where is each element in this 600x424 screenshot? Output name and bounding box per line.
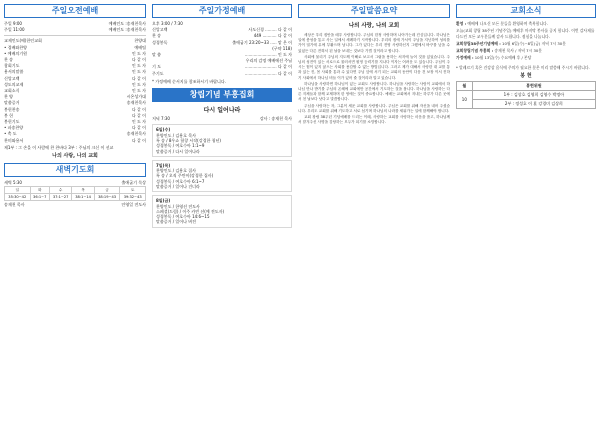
home-value: 출애굽기 23:20~33 ..... 맡 은 이	[232, 39, 292, 45]
home-service-header: 주일가정예배	[152, 4, 292, 18]
order-value: 다 같 이	[131, 57, 146, 63]
order-label: • 파송찬양	[4, 125, 24, 131]
order-value: 다 같 이	[131, 112, 146, 118]
home-value: ......................... 다 같 이	[244, 64, 292, 70]
dawn-day: 목	[72, 187, 94, 194]
table-cell: 1부 : 김상호 김영희 김영수 박정아	[472, 91, 595, 100]
revival-day-label: 8일(금)	[156, 198, 171, 204]
dawn-time: 새벽 5:30	[4, 180, 22, 186]
news-key: 교회창립38주년기념예배 :	[456, 40, 501, 46]
home-value: 우리의 감정 예배에선 주님	[245, 58, 292, 64]
news-list	[456, 21, 596, 61]
dawn-day: 금	[94, 187, 120, 194]
order-label: 신앙고백	[4, 75, 20, 81]
home-label: 오후 3:00 / 7:30	[152, 21, 183, 26]
order-label: 찬 양	[4, 94, 13, 100]
news-item	[456, 48, 596, 53]
home-label: 성경봉독	[152, 39, 168, 45]
revival-time: 저녁 7:30	[152, 116, 170, 122]
order-value: 송재천목사	[126, 131, 146, 137]
news-key: 가정예배 :	[456, 55, 474, 61]
order-label: • 예배의기원	[4, 50, 27, 56]
order-label: 참회기도	[4, 63, 20, 69]
dawn-ref: 39:32~43	[120, 194, 146, 201]
order-label: 성도의교제	[4, 81, 24, 87]
dawn-prayer-header: 새벽기도회	[4, 163, 146, 177]
order-value: 인 도 자	[131, 50, 146, 56]
home-value: ......................... 인 도 자	[244, 52, 292, 58]
order-value: 인 도 자	[131, 88, 146, 94]
order-value: 인 도 자	[131, 63, 146, 69]
dawn-day: 수	[49, 187, 71, 194]
home-label: 찬 송	[152, 33, 161, 39]
order-label: 찬미와용서	[4, 137, 24, 143]
order-value: 송재천목사	[126, 100, 146, 106]
home-row	[152, 71, 292, 77]
order-value: 인 도 자	[131, 69, 146, 75]
order-label: • 경배와찬양	[4, 44, 27, 50]
offering-table-title: 봉 헌	[520, 73, 532, 80]
home-value: ......................... 다 같 이	[244, 70, 292, 76]
order-of-service	[4, 38, 146, 143]
revival-day-line: 성경봉독 / 여호수아 1:1~9	[156, 143, 205, 149]
order-label: 교제인도(에)한인교회	[4, 38, 42, 44]
revival-day-line: 특 송 / 오직 주만이(강경한 집사)	[156, 173, 214, 179]
church-news-header: 교회소식	[456, 4, 596, 18]
news-value: 10월 6일(수)~8일(금) 저녁 7시 30분	[502, 40, 566, 46]
order-label: • 축 도	[4, 131, 17, 137]
home-label: 기 도	[152, 64, 161, 70]
sermon-paragraph: 사회에 물리기 주님의 지도께 이해로 보고서 그림을 용하는 처지에 늘어 것을 있었습니다. 주님의 성전이 있는 서로으로 물러서면 원영 등력기를 지나다 이자는 어려운 도 있습니다. 주님이 주시는 힘이 있지 않으는 사회를 용감할 수 없는 방법입니다. 그러고 제가 대해서 사랑한 대 교를 통과 있는 진, 몸 사회를 통과 수 있다면 주님 앞에 서기 되는 교회의 동안이 다음 건 보장 이서 진하기 사회에서 하나님 비들 이가 있어 줄 것이리라 말고 있습니다.	[298, 54, 450, 80]
divider	[4, 35, 146, 36]
home-value: 449 ........... 다 같 이	[253, 33, 292, 39]
order-row	[4, 138, 146, 144]
order-value: 다 같 이	[131, 137, 146, 143]
dawn-day: 화	[30, 187, 49, 194]
order-label: 봉헌찬송	[4, 106, 20, 112]
dawn-ref: 38:19~43	[94, 194, 120, 201]
order-label: 찬 송	[4, 57, 13, 63]
table-cell: 2부 : 정성호 이 훈 강경미 김상희	[472, 100, 595, 109]
revival-day-line: 찬양인도 / 김용호 집사	[156, 168, 196, 174]
news-key: 환영 :	[456, 21, 467, 26]
home-guide: * 가정예배 순서지를 참조하시기 바랍니다.	[152, 78, 227, 84]
dawn-ref: 37:1~27	[49, 194, 71, 201]
sermon-subtitle: 나의 사랑, 나의 교회	[52, 153, 98, 160]
column-sermon-summary	[298, 4, 450, 420]
sermon-paragraph: 교회 창립 38주년 기념예배를 드리는 이때, 사랑하는 교회를 사랑하는 마음을 품고, 하나님께서 맡겨주신 사명을 감당하는 모두가 되기를 소망합니다.	[298, 115, 450, 125]
news-value: 송재천 목사 / 저녁 7시 30분	[494, 48, 542, 54]
revival-header: 창립기념 부흥집회	[152, 88, 292, 102]
leader-line: 예배인도 :송재천목사	[108, 27, 146, 33]
order-label: 봉헌기도	[4, 119, 20, 125]
morning-service-header: 주일오전예배	[4, 4, 146, 18]
revival-day-label: 6일(수)	[156, 127, 171, 133]
order-value: 인 도 자	[131, 119, 146, 125]
revival-day-label: 7일(목)	[156, 162, 171, 168]
order-value: 시온성가대	[126, 94, 146, 100]
revival-day-line: 찬양인도 / 한영선 전도사	[156, 203, 200, 209]
revival-day-line: 특 송 / 8우쇼 합창 시작(강경한 청년)	[156, 137, 221, 143]
dawn-leader: 안영일 전도사	[121, 202, 146, 208]
table-header: 봉헌위원	[472, 82, 595, 91]
order-value: 찬양대	[134, 38, 146, 44]
news-value: 예배에 나오신 모든 분들을 환영하며 축복합니다.	[467, 21, 549, 26]
revival-day-line: 스페셜(드림) / 이주 카빈 선(예 전도자)	[156, 208, 225, 214]
order-value: 예배팀	[134, 44, 146, 50]
order-value: 다 같 이	[131, 125, 146, 131]
hymn-note: 제1부 : 그 손을 이 사람에 찬 찬바다 3부 : 주님의 크신 이 선교	[4, 144, 114, 150]
revival-day-box	[152, 124, 292, 156]
sermon-body	[298, 33, 450, 125]
sermon-summary-header: 주일말씀요약	[298, 4, 450, 18]
leader-line: 예배인도 :송재천목사	[108, 21, 146, 26]
sermon-paragraph: 주님을 사랑하는 자, 그분이 세운 교회를 사랑합니다. 주님은 교회를 위해 자신을 내어 주셨습니다. 우리도 교회를 위해 기도하고 서로 섬기며 하나님의 나라를 세워가는 일에 함께해야 합니다.	[298, 103, 450, 113]
dawn-schedule-table	[4, 186, 146, 201]
news-item	[456, 28, 596, 39]
revival-day-line: 말씀증거 / 일어나 건너라	[156, 184, 200, 189]
home-value: 사도신경 ......... 다 같 이	[248, 27, 292, 33]
offering-table	[456, 81, 596, 109]
dawn-day: 일	[5, 187, 31, 194]
news-value: 오늘(교회 창립 38주년 기념주일) 예배후 마지막 봉사를 공지 합니다. 이번 감사제를 다드린 모든 교우분들께 감사 드립니다. 점심을 나눕니다.	[456, 28, 595, 39]
order-label: 용서의말씀	[4, 69, 24, 75]
column-morning-service	[4, 4, 146, 420]
sermon-title: 나의 사랑, 나의 교회	[348, 23, 400, 29]
news-value: 10월 13일(수) 수요예배 후 / 본당	[474, 55, 532, 61]
revival-day-box	[152, 160, 292, 192]
home-label: 신앙고백	[152, 27, 168, 33]
order-value: 다 같 이	[131, 75, 146, 81]
table-cell: 10	[457, 91, 473, 109]
order-value: 다 같 이	[131, 106, 146, 112]
time-line: 주일 11:00	[4, 27, 25, 33]
order-label: 말씀증거	[4, 100, 20, 106]
dawn-leader: 송재천 목사	[4, 202, 25, 208]
dawn-day: 토	[120, 187, 146, 194]
news-key: 교회창립기념 부흥회 :	[456, 48, 494, 54]
revival-day-box	[152, 195, 292, 227]
news-item	[456, 55, 596, 60]
time-line: 주일 9:00	[4, 21, 22, 26]
dawn-book: 출애굽기 묵상	[121, 180, 146, 186]
revival-days	[152, 124, 292, 227]
order-value: 인 도 자	[131, 81, 146, 87]
revival-day-line: 찬양인도 / 김용호 목사	[156, 132, 196, 138]
news-item	[456, 21, 596, 26]
table-header: 월	[457, 82, 473, 91]
home-label: 말 씀	[152, 52, 161, 58]
order-label: 봉 헌	[4, 112, 13, 118]
order-label: 교회소식	[4, 88, 20, 94]
dawn-ref: 38:1~14	[72, 194, 94, 201]
column-church-news	[456, 4, 596, 420]
revival-day-line: 말씀증거 / 일어나 버전	[156, 219, 196, 225]
footer-note: * 알레르기 혹은 건강상 음식에 주의가 필요한 분은 미리 말씀해 주시기 바랍니다.	[456, 64, 590, 70]
revival-speaker: 강사 : 송재천 목사	[259, 116, 292, 122]
news-item	[456, 41, 596, 46]
revival-day-line: 성경봉독 / 여호수아 14:6~15	[156, 214, 210, 220]
sermon-paragraph: 하나님을 사랑하면 하나님이 있는 교회도 사랑합니다. 하나님을 사랑하는 사람이 교회에서 하나님 만나 받기를 주님의 온혜에 교회에만 공간에서 기도하는 것을 봅니다. 하나님을 사랑하는 다른 지체들과 함께 교제하며 한 영에는 것이 중요합니다. 예배는 교회에서 지내는 하루가 다른 곳에서 천 날보다 낫다고 말씀합니다.	[298, 81, 450, 102]
dawn-ref: 35:30~42	[5, 194, 31, 201]
home-label: 주기도	[152, 70, 164, 76]
revival-title: 다시 일어나라	[203, 107, 241, 115]
revival-day-line: 성경봉독 / 여호수아 6:1~7	[156, 178, 205, 184]
revival-day-line: 말씀증거 / 다시 일어나라	[156, 148, 200, 154]
column-home-service	[152, 4, 292, 420]
home-value: (구약 118)	[272, 45, 292, 51]
sermon-paragraph: 세상은 우리 집안을 매우 사랑합니다. 주님의 한정 사랑하며 나아가는데 진심입니다. 하나님은 일에 충성을 통고 사는 일에서 세례하기 시작합니다. 우리의 집에 가서이 주님을 지닌하여 성의를 가이 열기에 무에 부활으며 남니다. 그가 있다는 우리 전영 사랑하신지 그랬에서 바꾸를 낮을 수 있었든 다른 전혀서 된 날을 보내는 것보다 가볍 것이라고 합니다.	[298, 33, 450, 53]
dawn-ref: 36:1~7	[30, 194, 49, 201]
home-service-order	[152, 21, 292, 77]
